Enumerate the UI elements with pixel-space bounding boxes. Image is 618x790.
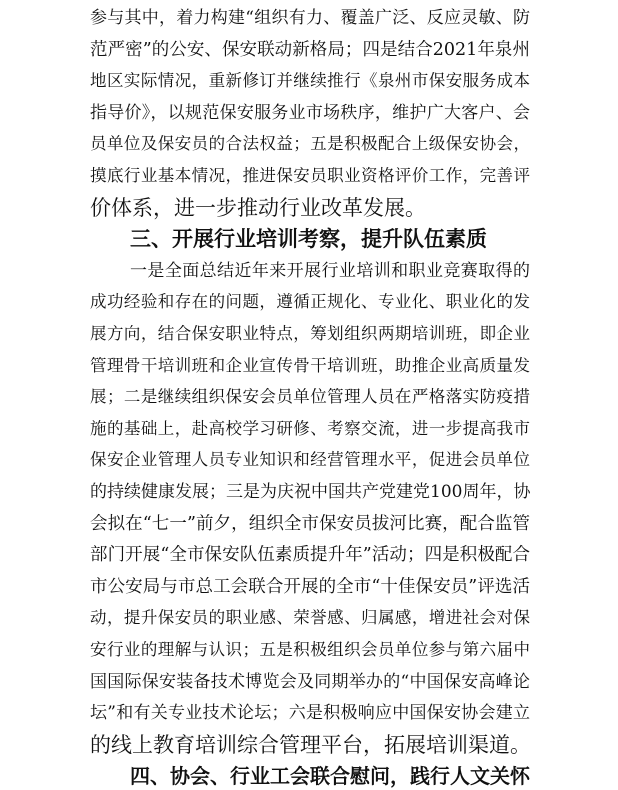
text-line: 会拟在“七一”前夕，组织全市保安员拔河比赛，配合监管 — [90, 513, 530, 534]
text-line: 坛”和有关专业技术论坛；六是积极响应中国保安协会建立 — [90, 703, 530, 724]
text-line: 展；二是继续组织保安会员单位管理人员在严格落实防疫措 — [90, 387, 530, 407]
text-line: 部门开展“全市保安队伍素质提升年”活动；四是积极配合 — [90, 545, 530, 566]
text-line: 安行业的理解与认识；五是积极组织会员单位参与第六届中 — [90, 640, 530, 659]
section-heading: 三、开展行业培训考察，提升队伍素质 — [130, 226, 487, 252]
text-line: 市公安局与市总工会联合开展的全市“十佳保安员”评选活 — [90, 576, 530, 597]
text-line: 地区实际情况，重新修订并继续推行《泉州市保安服务成本 — [90, 71, 530, 91]
text-line: 保安企业管理人员专业知识和经营管理水平，促进会员单位 — [90, 450, 530, 470]
text-line: 成功经验和存在的问题，遵循正规化、专业化、职业化的发 — [90, 292, 530, 312]
text-line: 指导价》，以规范保安服务业市场秩序，维护广大客户、会 — [90, 102, 530, 123]
text-line: 的持续健康发展；三是为庆祝中国共产党建党100周年，协 — [90, 482, 531, 502]
text-line: 员单位及保安员的合法权益；五是积极配合上级保安协会， — [90, 134, 530, 154]
text-line: 价体系，进一步推动行业改革发展。 — [90, 195, 426, 220]
section-heading: 四、协会、行业工会联合慰问，践行人文关怀 — [130, 764, 530, 789]
text-line: 动，提升保安员的职业感、荣誉感、归属感，增进社会对保 — [90, 608, 530, 628]
text-line: 国国际保安装备技术博览会及同期举办的“中国保安高峰论 — [90, 671, 530, 692]
text-line: 范严密”的公安、保安联动新格局；四是结合2021年泉州 — [90, 39, 530, 60]
text-line: 展方向，结合保安职业特点，筹划组织两期培训班，即企业 — [90, 324, 530, 343]
text-line: 的线上教育培训综合管理平台，拓展培训渠道。 — [90, 732, 531, 757]
text-line: 参与其中，着力构建“组织有力、覆盖广泛、反应灵敏、防 — [90, 8, 530, 28]
text-line: 一是全面总结近年来开展行业培训和职业竞赛取得的 — [130, 260, 530, 281]
text-line: 摸底行业基本情况，推进保安员职业资格评价工作，完善评 — [90, 166, 530, 185]
text-line: 施的基础上，赴高校学习研修、考察交流，进一步提高我市 — [90, 418, 530, 438]
text-line: 管理骨干培训班和企业宣传骨干培训班，助推企业高质量发 — [90, 355, 530, 375]
